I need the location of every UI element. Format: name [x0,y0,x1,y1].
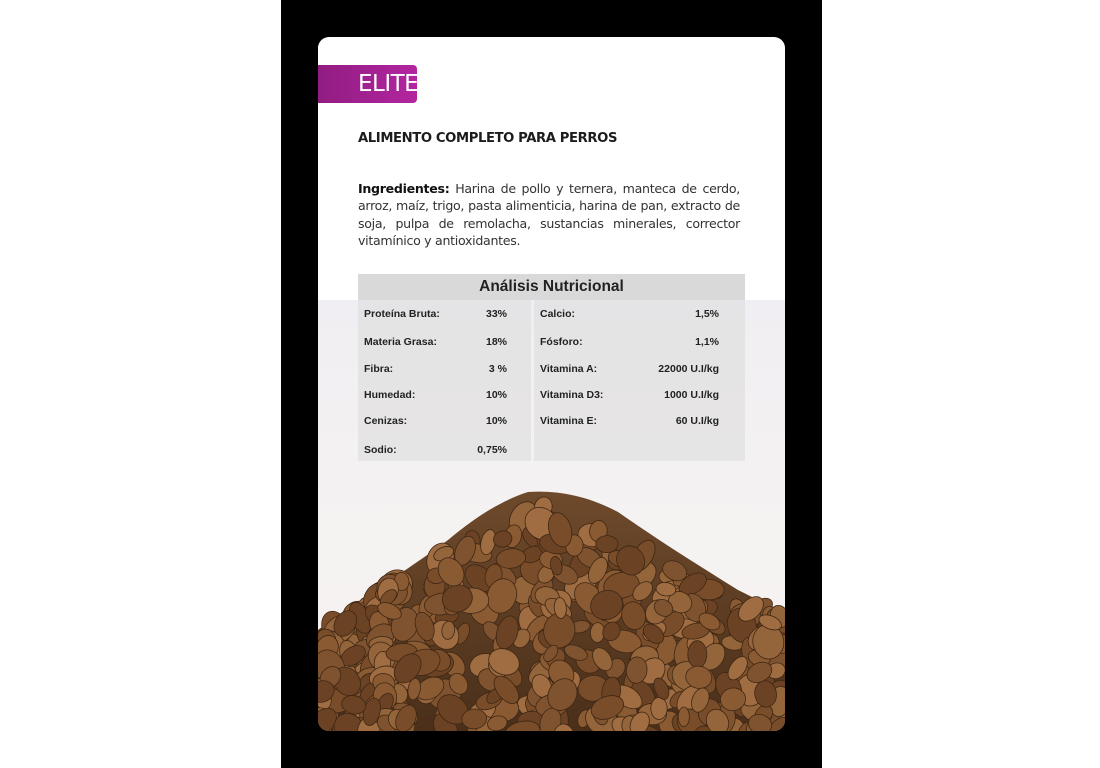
nutrient-value: 1,5% [695,308,719,320]
nutrient-label: Sodio: [364,444,397,456]
kibble-piece [651,697,667,719]
kibble-piece [688,641,707,669]
nutrient-label: Proteína Bruta: [364,308,440,320]
nutrition-column-right [534,300,745,461]
nutrient-label: Materia Grasa: [364,336,437,348]
nutrient-label: Vitamina E: [540,415,597,427]
nutrition-row [534,304,745,324]
nutrient-value: 10% [485,415,507,427]
kibble-piece [678,707,689,727]
nutrient-label: Fibra: [364,363,394,375]
nutrient-label: Vitamina D3: [540,389,604,401]
nutrition-row [358,359,531,379]
nutrient-value: 0,75% [477,444,507,456]
brand-tag: ELITE [318,65,417,103]
nutrient-label: Humedad: [364,389,416,401]
nutrient-value: 10% [485,389,507,401]
nutrient-label: Fósforo: [540,336,583,348]
nutrition-row [534,385,745,405]
nutrition-row [358,332,531,352]
ingredients-list: Harina de pollo y ternera, manteca de cerdo, arroz, maíz, trigo, pasta alimenticia, harina de pan, extracto de soja, pulpa de remolacha, sustancias minerales, corrector vitamínico y antioxidantes. [358,181,740,249]
nutrition-row [358,385,531,405]
ingredients-text [358,180,740,250]
nutrient-label: Calcio: [540,308,576,320]
nutrient-value: 1,1% [695,336,719,348]
nutrition-table [358,274,745,461]
nutrient-value: 18% [485,336,507,348]
nutrition-row [358,304,531,324]
nutrition-row [534,332,745,352]
nutrition-title: Análisis Nutricional [358,274,745,300]
nutrient-value: 1000 U.I/kg [664,389,719,401]
product-card [318,37,785,731]
nutrition-row [358,440,531,460]
nutrition-column-left [358,300,531,461]
nutrition-row [534,411,745,431]
nutrient-label: Vitamina A: [540,363,598,375]
nutrition-row [534,359,745,379]
nutrient-value: 33% [485,308,507,320]
nutrient-label: Cenizas: [364,415,408,427]
kibble-piece [596,535,618,552]
ingredients-label: Ingredientes: [358,181,450,196]
nutrient-value: 60 U.I/kg [675,415,719,427]
nutrient-value: 3 % [488,363,507,375]
product-subtitle: ALIMENTO COMPLETO PARA PERROS [358,131,618,146]
nutrition-row [358,411,531,431]
nutrient-value: 22000 U.I/kg [658,363,719,375]
